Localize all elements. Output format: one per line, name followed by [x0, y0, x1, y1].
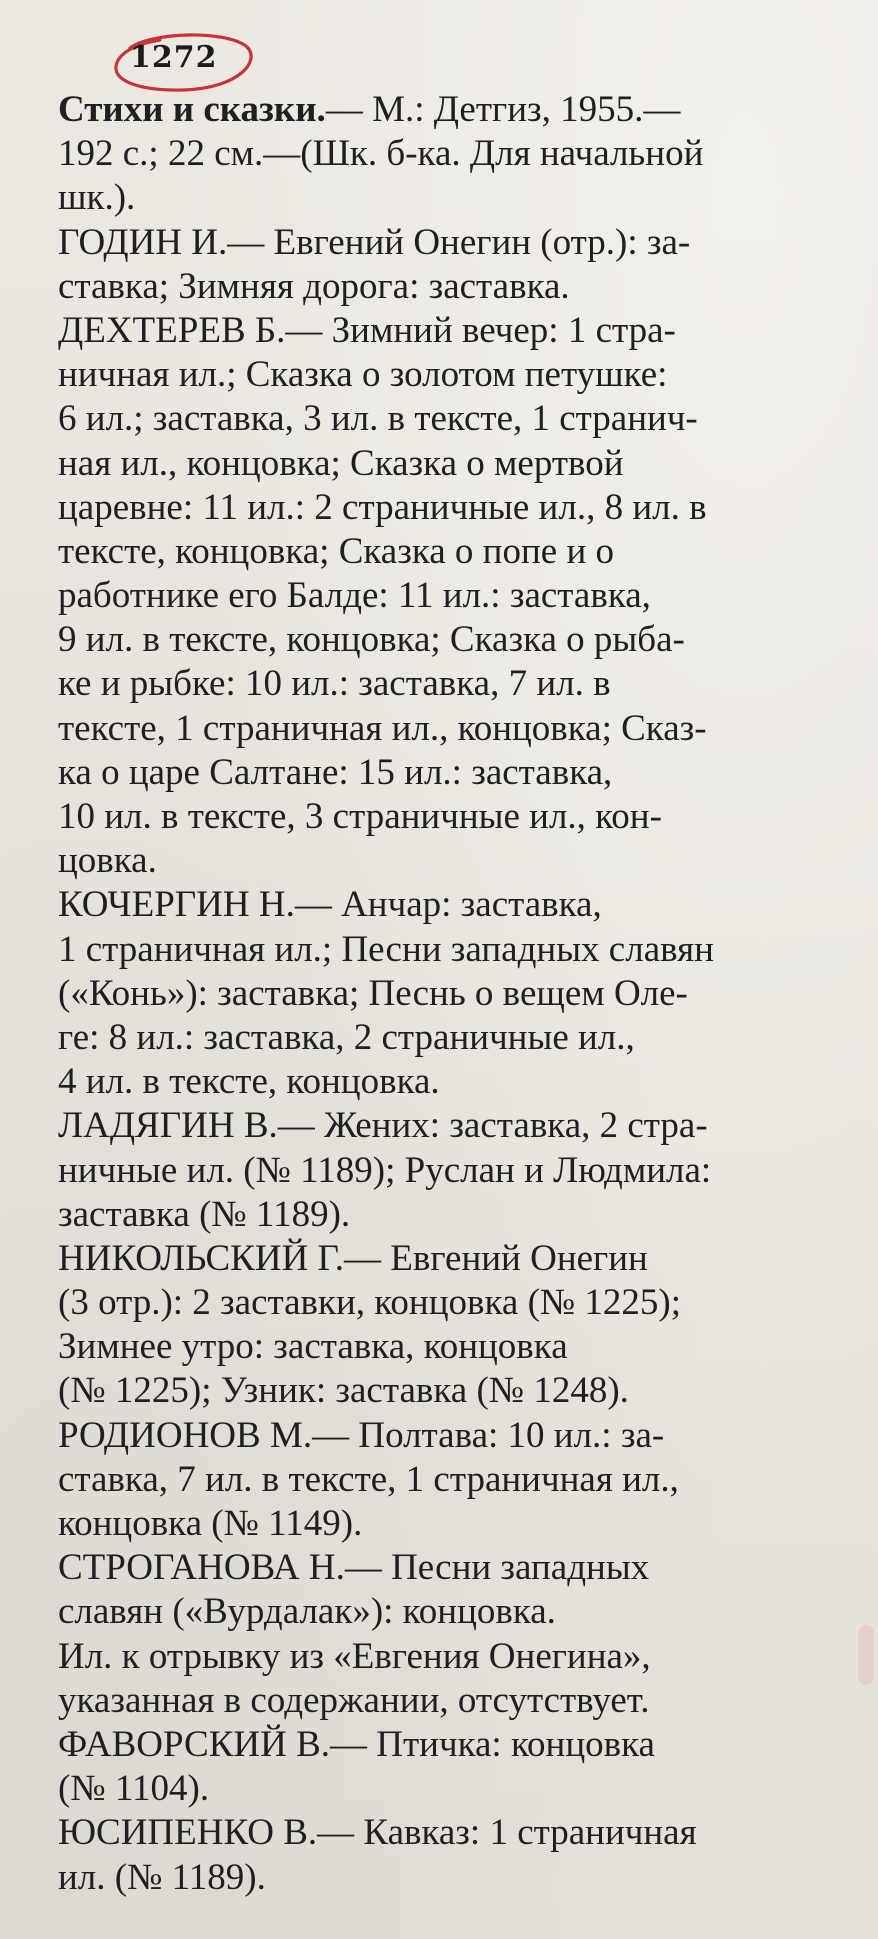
text-segment: 1 страничная ил.; Песни западных славян [58, 928, 714, 970]
entry-text [58, 88, 858, 1900]
text-segment: НИКОЛЬСКИЙ Г.— Евгений Онегин [58, 1237, 648, 1279]
text-line [58, 795, 858, 839]
text-line [58, 707, 858, 751]
text-line [58, 132, 858, 176]
text-segment: 10 ил. в тексте, 3 страничные ил., кон- [58, 796, 662, 837]
text-segment: ке и рыбке: 10 ил.: заставка, 7 ил. в [58, 663, 611, 705]
text-line [58, 751, 858, 795]
entry-number: 1272 [130, 40, 218, 75]
text-line [58, 1635, 858, 1679]
margin-mark [858, 1625, 874, 1685]
text-line [58, 221, 858, 265]
text-line [58, 574, 858, 618]
text-line [58, 662, 858, 706]
text-segment: («Конь»): заставка; Песнь о вещем Оле- [58, 972, 688, 1014]
text-segment: (№ 1225); Узник: заставка (№ 1248). [58, 1370, 629, 1412]
text-segment: Ил. к отрывку из «Евгения Онегина», [58, 1635, 651, 1677]
text-line [58, 486, 858, 530]
text-line [58, 1811, 858, 1855]
text-line [58, 530, 858, 574]
text-segment: РОДИОНОВ М.— Полтава: 10 ил.: за- [58, 1414, 665, 1456]
text-line [58, 1104, 858, 1148]
text-segment: (3 отр.): 2 заставки, концовка (№ 1225); [58, 1282, 682, 1324]
text-segment: СТРОГАНОВА Н.— Песни западных [58, 1547, 650, 1589]
text-line [58, 618, 858, 662]
text-segment: 4 ил. в тексте, концовка. [58, 1061, 440, 1103]
text-line [58, 353, 858, 397]
text-line [58, 176, 858, 220]
text-segment: 6 ил.; заставка, 3 ил. в тексте, 1 странич- [58, 398, 698, 440]
text-segment: шк.). [58, 177, 136, 219]
text-segment: 192 с.; 22 см.—(Шк. б-ка. Для начальной [58, 133, 704, 175]
text-segment: ил. (№ 1189). [58, 1856, 266, 1898]
text-line [58, 972, 858, 1016]
text-segment: — М.: Детгиз, 1955.— [325, 89, 681, 130]
text-segment: ЛАДЯГИН В.— Жених: заставка, 2 стра- [58, 1105, 708, 1147]
text-line [58, 1414, 858, 1458]
text-line [58, 1016, 858, 1060]
text-line [58, 1679, 858, 1723]
text-line [58, 1590, 858, 1634]
text-segment: ФАВОРСКИЙ В.— Птичка: концовка [58, 1723, 655, 1765]
text-segment: цовка. [58, 840, 157, 882]
text-segment: заставка (№ 1189). [58, 1193, 351, 1235]
text-segment: (№ 1104). [58, 1768, 210, 1810]
text-line [58, 1149, 858, 1193]
text-line [58, 1325, 858, 1369]
text-segment: концовка (№ 1149). [58, 1503, 363, 1544]
text-line [58, 1281, 858, 1325]
text-segment: работнике его Балде: 11 ил.: заставка, [58, 575, 651, 617]
text-line [58, 1369, 858, 1413]
text-line [58, 883, 858, 927]
text-segment: ка о царе Салтане: 15 ил.: заставка, [58, 751, 613, 793]
text-segment: славян («Вурдалак»): концовка. [58, 1591, 556, 1633]
text-segment: ставка, 7 ил. в тексте, 1 страничная ил., [58, 1458, 679, 1500]
text-line [58, 1767, 858, 1811]
text-segment: ДЕХТЕРЕВ Б.— Зимний вечер: 1 стра- [58, 309, 676, 351]
text-segment: тексте, 1 страничная ил., концовка; Сказ- [58, 707, 707, 749]
text-line [58, 88, 858, 132]
text-segment: ЮСИПЕНКО В.— Кавказ: 1 страничная [58, 1812, 697, 1854]
text-segment: ставка; Зимняя дорога: заставка. [58, 265, 570, 307]
text-line [58, 397, 858, 441]
text-line [58, 1723, 858, 1767]
text-segment: ге: 8 ил.: заставка, 2 страничные ил., [58, 1016, 635, 1058]
text-line [58, 1856, 858, 1900]
text-segment: КОЧЕРГИН Н.— Анчар: заставка, [58, 884, 602, 926]
text-line [58, 1193, 858, 1237]
text-line [58, 839, 858, 883]
text-segment: ГОДИН И.— Евгений Онегин (отр.): за- [58, 221, 691, 263]
text-segment: ничная ил.; Сказка о золотом петушке: [58, 354, 668, 396]
text-line [58, 928, 858, 972]
text-line [58, 442, 858, 486]
text-segment: ничные ил. (№ 1189); Руслан и Людмила: [58, 1149, 712, 1191]
text-segment: ная ил., концовка; Сказка о мертвой [58, 442, 624, 484]
text-segment: 9 ил. в тексте, концовка; Сказка о рыба- [58, 619, 685, 661]
book-title: Стихи и сказки. [58, 89, 326, 130]
text-line [58, 1546, 858, 1590]
text-segment: царевне: 11 ил.: 2 страничные ил., 8 ил. в [58, 486, 707, 528]
text-line [58, 1060, 858, 1104]
text-line [58, 1458, 858, 1502]
text-line [58, 309, 858, 353]
text-segment: Зимнее утро: заставка, концовка [58, 1326, 568, 1368]
text-line [58, 265, 858, 309]
text-segment: указанная в содержании, отсутствует. [58, 1679, 650, 1721]
text-segment: тексте, концовка; Сказка о попе и о [58, 530, 614, 572]
text-line [58, 1237, 858, 1281]
text-line [58, 1502, 858, 1546]
